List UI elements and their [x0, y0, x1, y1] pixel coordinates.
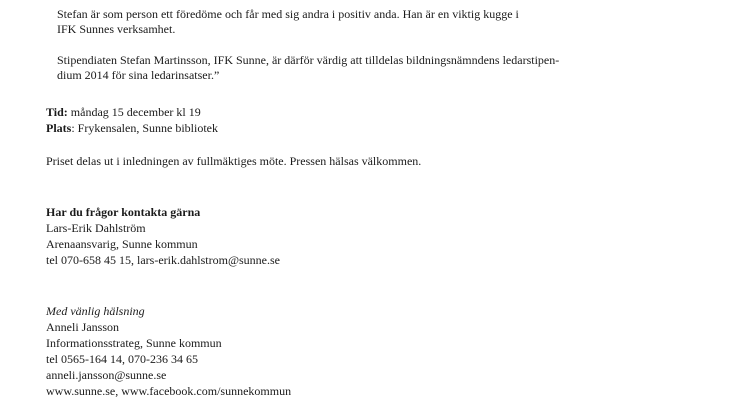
quote-line-3: Stipendiaten Stefan Martinsson, IFK Sunne, är därför värdig att tilldelas bildningsnämndens ledarstipen-: [57, 53, 560, 67]
quote-line-4: dium 2014 för sina ledarinsatser.”: [57, 68, 220, 82]
event-place-label: Plats: [46, 121, 72, 135]
signoff-name: Anneli Jansson: [46, 320, 119, 334]
event-time-value: måndag 15 december kl 19: [67, 105, 201, 119]
event-time: [46, 104, 201, 120]
announcement-text: Priset delas ut i inledningen av fullmäktiges möte. Pressen hälsas välkommen.: [46, 154, 422, 168]
quote-line-1: Stefan är som person ett föredöme och får med sig andra i positiv anda. Han är en viktig kugge i: [57, 7, 519, 21]
signoff-email: anneli.jansson@sunne.se: [46, 368, 167, 382]
contact-details: tel 070-658 45 15, lars-erik.dahlstrom@sunne.se: [46, 253, 281, 267]
event-place: [46, 120, 218, 136]
event-time-label: Tid:: [46, 105, 68, 119]
signoff-role: Informationsstrateg, Sunne kommun: [46, 336, 222, 350]
contact-role: Arenaansvarig, Sunne kommun: [46, 237, 198, 251]
contact-name: Lars-Erik Dahlström: [46, 221, 146, 235]
signoff-phone: tel 0565-164 14, 070-236 34 65: [46, 352, 198, 366]
event-place-value: : Frykensalen, Sunne bibliotek: [71, 121, 218, 135]
contact-heading: Har du frågor kontakta gärna: [46, 205, 201, 219]
signoff-greeting: Med vänlig hälsning: [46, 304, 145, 318]
quote-line-2: IFK Sunnes verksamhet.: [57, 22, 176, 36]
signoff-web: www.sunne.se, www.facebook.com/sunnekommun: [46, 384, 292, 398]
